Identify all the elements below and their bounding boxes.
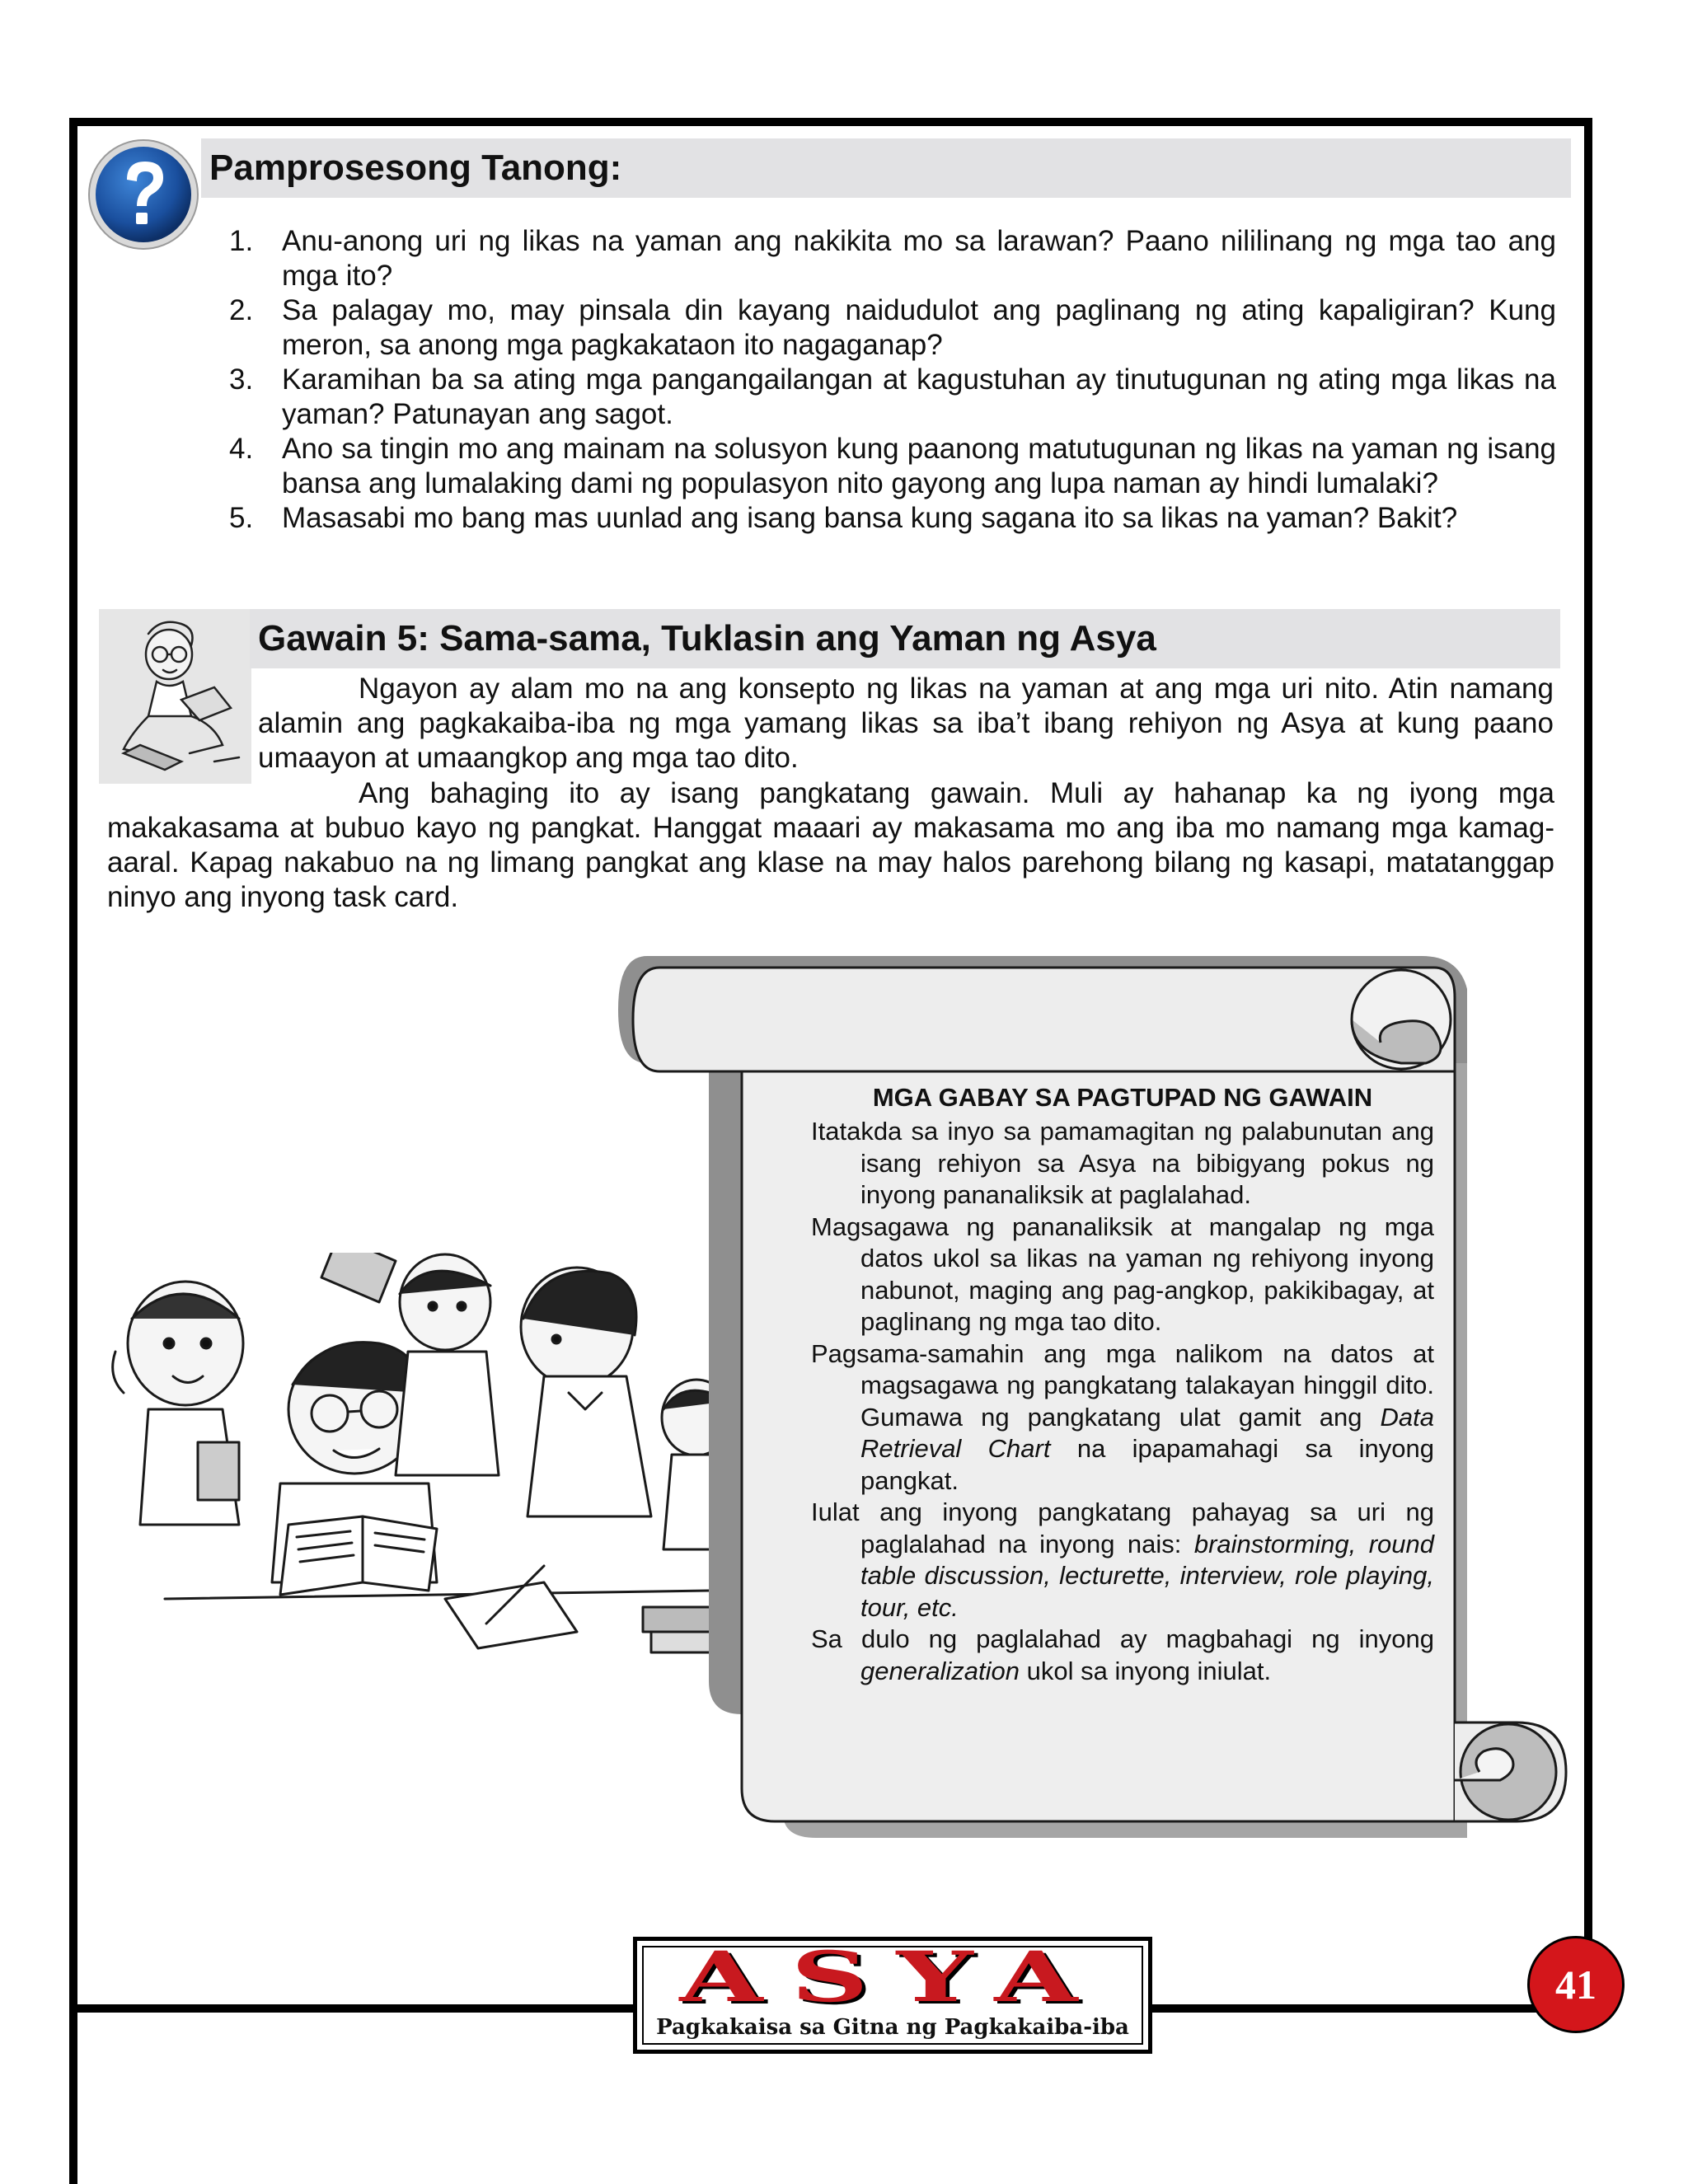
guide-box <box>811 1081 1434 1687</box>
page-frame-top <box>69 118 1592 126</box>
guide-item-text: Sa dulo ng paglalahad ay magbahagi ng inyong <box>811 1624 1434 1653</box>
question-text: Karamihan ba sa ating mga pangangailangan at kagustuhan ay tinutugunan ng ating mga likas na yaman? Patunayan ang sagot. <box>282 363 1556 430</box>
question-list <box>227 224 1556 536</box>
boy-reading-illustration <box>99 609 251 784</box>
guide-item-text: Iulat ang inyong pangkatang pahayag sa uri ng paglalahad na inyong nais: <box>811 1497 1434 1558</box>
guide-item-italic: brainstorming, round table discussion, lecturette, interview, role playing, tour, etc. <box>860 1529 1434 1622</box>
list-number: 5. <box>229 502 254 534</box>
guide-item <box>811 1497 1434 1624</box>
guide-item-italic: Data Retrieval Chart <box>860 1402 1434 1463</box>
list-number: 2. <box>229 294 254 326</box>
page-frame-right <box>1584 118 1592 2013</box>
guide-item-text: Pagsama-samahin ang mga nalikom na datos at magsagawa ng pangkatang talakayan hinggil dito. Gumawa ng pangkatang ulat gamit ang <box>811 1338 1434 1432</box>
list-item <box>227 363 1556 432</box>
guide-item <box>811 1212 1434 1338</box>
guide-item-text: ukol sa inyong iniulat. <box>1020 1656 1272 1685</box>
question-text: Sa palagay mo, may pinsala din kayang naidudulot ang paglinang ng ating kapaligiran? Kung meron, sa anong mga pagkakataon ito nagaganap? <box>282 294 1556 361</box>
list-number: 1. <box>229 225 254 257</box>
list-item <box>227 224 1556 293</box>
logo-subtitle: Pagkakaisa sa Gitna ng Pagkakaiba-iba <box>656 2015 1129 2040</box>
list-item <box>227 501 1556 536</box>
page-number-badge: 41 <box>1527 1936 1625 2033</box>
guide-item <box>811 1624 1434 1687</box>
list-number: 3. <box>229 363 254 396</box>
question-text: Anu-anong uri ng likas na yaman ang nakikita mo sa larawan? Paano nililinang ng mga tao ang mga ito? <box>282 225 1556 292</box>
section-title-gawain-5: Gawain 5: Sama-sama, Tuklasin ang Yaman ng Asya <box>250 609 1560 668</box>
question-text: Masasabi mo bang mas uunlad ang isang bansa kung sagana ito sa likas na yaman? Bakit? <box>282 502 1458 534</box>
intro-paragraph: Ngayon ay alam mo na ang konsepto ng likas na yaman at ang mga uri nito. Atin namang alamin ang pagkakaiba-iba ng mga yamang likas sa iba’t ibang rehiyon ng Asya at kung paano umaayon at umaangkop ang mga tao dito. <box>258 673 1554 774</box>
logo-title: ASYA <box>679 1936 1106 2018</box>
list-number: 4. <box>229 433 254 465</box>
list-item <box>227 293 1556 363</box>
guide-title: MGA GABAY SA PAGTUPAD NG GAWAIN <box>872 1083 1373 1112</box>
guide-item-text: Itatakda sa inyo sa pamamagitan ng palabunutan ang isang rehiyon sa Asya na bibigyang pokus ng inyong pananaliksik at paglalahad. <box>811 1117 1434 1209</box>
question-text: Ano sa tingin mo ang mainam na solusyon kung paanong matutugunan ng likas na yaman ng isang bansa ang lumalaking dami ng populasyon nito gayong ang lupa naman ay hindi lumalaki? <box>282 433 1556 499</box>
guide-item-text: Magsagawa ng pananaliksik at mangalap ng mga datos ukol sa likas na yaman ng rehiyong inyong nabunot, maging ang pag-angkop, pakikibagay, at paglinang ng mga tao dito. <box>811 1212 1434 1336</box>
instruction-paragraph: Ang bahaging ito ay isang pangkatang gawain. Muli ay hahanap ka ng iyong mga makakasama at bubuo kayo ng pangkat. Hanggat maaari ay makasama mo ang iba mo namang mga kamag-aaral. Kapag nakabuo na ng limang pangkat ang klase na may halos parehong bilang ng kasapi, matatanggap ninyo ang inyong task card. <box>107 777 1554 913</box>
guide-item-italic: generalization <box>860 1656 1020 1685</box>
question-mark-icon <box>86 137 201 252</box>
guide-item-text: na ipapamahagi sa inyong pangkat. <box>860 1434 1434 1495</box>
page-frame-left <box>69 118 77 2184</box>
list-item <box>227 432 1556 501</box>
guide-item <box>811 1338 1434 1497</box>
boy-reading-icon <box>99 609 251 784</box>
asya-logo <box>633 1937 1152 2054</box>
section-title-pamprosesong-tanong: Pamprosesong Tanong: <box>201 138 1571 198</box>
guide-item <box>811 1116 1434 1212</box>
